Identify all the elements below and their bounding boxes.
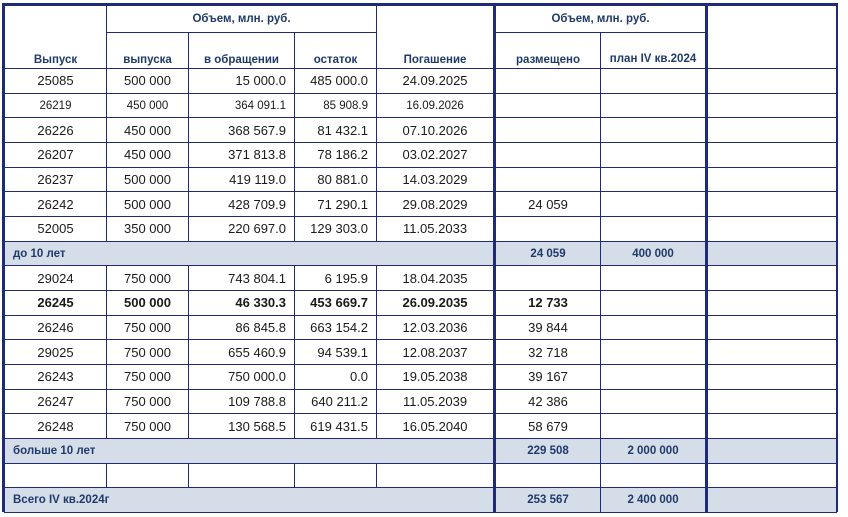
subtotal-over-10-extra: [707, 439, 837, 464]
table-row: [5, 414, 837, 439]
bond-table-frame: [2, 3, 838, 512]
outstanding-cell: 743 804.1: [189, 266, 295, 291]
extra-cell: [707, 118, 837, 143]
extra-cell: [707, 414, 837, 439]
header-maturity: Погашение: [377, 33, 495, 69]
outstanding-cell: 371 813.8: [189, 143, 295, 168]
plan-cell: [601, 266, 707, 291]
total-row-extra: [707, 488, 837, 513]
maturity-cell: 16.05.2040: [377, 414, 495, 439]
remaining-cell: 619 431.5: [295, 414, 377, 439]
subtotal-over-10-label: больше 10 лет: [5, 439, 495, 464]
plan-cell: [601, 217, 707, 242]
placed-cell: 42 386: [495, 389, 601, 414]
outstanding-cell: 419 119.0: [189, 167, 295, 192]
remaining-cell: 94 539.1: [295, 340, 377, 365]
blank-cell: [707, 463, 837, 488]
header-issue: Выпуск: [5, 33, 107, 69]
maturity-cell: 16.09.2026: [377, 93, 495, 118]
remaining-cell: 453 669.7: [295, 291, 377, 316]
maturity-cell: 26.09.2035: [377, 291, 495, 316]
remaining-cell: 663 154.2: [295, 315, 377, 340]
issued-cell: 750 000: [107, 389, 189, 414]
placed-cell: [495, 143, 601, 168]
table-row: [5, 340, 837, 365]
maturity-cell: 12.03.2036: [377, 315, 495, 340]
blank-cell: [295, 463, 377, 488]
blank-cell: [377, 463, 495, 488]
total-row-label: Всего IV кв.2024г: [5, 488, 495, 513]
header-row-top: [5, 6, 837, 33]
remaining-cell: 81 432.1: [295, 118, 377, 143]
issue-cell: 26246: [5, 315, 107, 340]
issued-cell: 750 000: [107, 340, 189, 365]
blank-cell: [189, 463, 295, 488]
issue-cell: 29025: [5, 340, 107, 365]
blank-cell: [107, 463, 189, 488]
outstanding-cell: 46 330.3: [189, 291, 295, 316]
maturity-cell: 14.03.2029: [377, 167, 495, 192]
issued-cell: 500 000: [107, 291, 189, 316]
extra-cell: [707, 315, 837, 340]
outstanding-cell: 109 788.8: [189, 389, 295, 414]
maturity-cell: 07.10.2026: [377, 118, 495, 143]
table-row: [5, 192, 837, 217]
issued-cell: 500 000: [107, 69, 189, 94]
maturity-cell: 12.08.2037: [377, 340, 495, 365]
remaining-cell: 129 303.0: [295, 217, 377, 242]
header-extra: [707, 33, 837, 69]
header-volume-group: Объем, млн. руб.: [107, 6, 377, 33]
issue-cell: 26245: [5, 291, 107, 316]
extra-cell: [707, 266, 837, 291]
maturity-cell: 29.08.2029: [377, 192, 495, 217]
extra-cell: [707, 192, 837, 217]
issue-cell: 26247: [5, 389, 107, 414]
placed-cell: [495, 118, 601, 143]
table-row: [5, 389, 837, 414]
outstanding-cell: 130 568.5: [189, 414, 295, 439]
header-issued: выпуска: [107, 33, 189, 69]
plan-cell: [601, 315, 707, 340]
table-row: [5, 291, 837, 316]
maturity-cell: 24.09.2025: [377, 69, 495, 94]
table-row: [5, 118, 837, 143]
outstanding-cell: 655 460.9: [189, 340, 295, 365]
table-row: [5, 69, 837, 94]
remaining-cell: 485 000.0: [295, 69, 377, 94]
plan-cell: [601, 192, 707, 217]
placed-cell: 32 718: [495, 340, 601, 365]
remaining-cell: 71 290.1: [295, 192, 377, 217]
header-issue-top: [5, 6, 107, 33]
plan-cell: [601, 414, 707, 439]
issue-cell: 26237: [5, 167, 107, 192]
outstanding-cell: 86 845.8: [189, 315, 295, 340]
plan-cell: [601, 340, 707, 365]
issue-cell: 26242: [5, 192, 107, 217]
subtotal-under-10-extra: [707, 241, 837, 266]
issued-cell: 450 000: [107, 118, 189, 143]
plan-cell: [601, 118, 707, 143]
blank-cell: [495, 463, 601, 488]
subtotal-under-10-label: до 10 лет: [5, 241, 495, 266]
extra-cell: [707, 389, 837, 414]
remaining-cell: 6 195.9: [295, 266, 377, 291]
issue-cell: 29024: [5, 266, 107, 291]
blank-cell: [601, 463, 707, 488]
placed-cell: 58 679: [495, 414, 601, 439]
blank-cell: [5, 463, 107, 488]
issue-cell: 25085: [5, 69, 107, 94]
extra-cell: [707, 167, 837, 192]
outstanding-cell: 15 000.0: [189, 69, 295, 94]
placed-cell: 39 844: [495, 315, 601, 340]
outstanding-cell: 428 709.9: [189, 192, 295, 217]
total-row-placed: 253 567: [495, 488, 601, 513]
extra-cell: [707, 217, 837, 242]
plan-cell: [601, 69, 707, 94]
outstanding-cell: 364 091.1: [189, 93, 295, 118]
issue-cell: 26243: [5, 365, 107, 390]
issued-cell: 450 000: [107, 93, 189, 118]
placed-cell: [495, 69, 601, 94]
remaining-cell: 0.0: [295, 365, 377, 390]
placed-cell: [495, 167, 601, 192]
remaining-cell: 640 211.2: [295, 389, 377, 414]
issued-cell: 450 000: [107, 143, 189, 168]
plan-cell: [601, 143, 707, 168]
table-row: [5, 315, 837, 340]
blank-row: [5, 463, 837, 488]
header-volume-group-right: Объем, млн. руб.: [495, 6, 707, 33]
issued-cell: 750 000: [107, 414, 189, 439]
remaining-cell: 80 881.0: [295, 167, 377, 192]
subtotal-under-10: [5, 241, 837, 266]
remaining-cell: 85 908.9: [295, 93, 377, 118]
plan-cell: [601, 365, 707, 390]
remaining-cell: 78 186.2: [295, 143, 377, 168]
plan-cell: [601, 389, 707, 414]
issue-cell: 26219: [5, 93, 107, 118]
total-row-plan: 2 400 000: [601, 488, 707, 513]
extra-cell: [707, 365, 837, 390]
maturity-cell: 11.05.2033: [377, 217, 495, 242]
outstanding-cell: 750 000.0: [189, 365, 295, 390]
placed-cell: 12 733: [495, 291, 601, 316]
placed-cell: [495, 217, 601, 242]
header-row-bottom: [5, 33, 837, 69]
outstanding-cell: 368 567.9: [189, 118, 295, 143]
placed-cell: [495, 266, 601, 291]
plan-cell: [601, 291, 707, 316]
extra-cell: [707, 291, 837, 316]
header-plan: план IV кв.2024: [601, 33, 707, 69]
header-placed: размещено: [495, 33, 601, 69]
bond-table: [4, 5, 837, 513]
issued-cell: 750 000: [107, 365, 189, 390]
outstanding-cell: 220 697.0: [189, 217, 295, 242]
plan-cell: [601, 167, 707, 192]
issue-cell: 26226: [5, 118, 107, 143]
issue-cell: 26248: [5, 414, 107, 439]
subtotal-under-10-placed: 24 059: [495, 241, 601, 266]
placed-cell: 24 059: [495, 192, 601, 217]
placed-cell: 39 167: [495, 365, 601, 390]
header-outstanding: в обращении: [189, 33, 295, 69]
extra-cell: [707, 69, 837, 94]
table-row: [5, 167, 837, 192]
subtotal-over-10: [5, 439, 837, 464]
issue-cell: 26207: [5, 143, 107, 168]
subtotal-under-10-plan: 400 000: [601, 241, 707, 266]
issued-cell: 500 000: [107, 192, 189, 217]
subtotal-over-10-placed: 229 508: [495, 439, 601, 464]
header-maturity-top: [377, 6, 495, 33]
maturity-cell: 11.05.2039: [377, 389, 495, 414]
total-row: [5, 488, 837, 513]
extra-cell: [707, 93, 837, 118]
issued-cell: 500 000: [107, 167, 189, 192]
issue-cell: 52005: [5, 217, 107, 242]
extra-cell: [707, 143, 837, 168]
maturity-cell: 03.02.2027: [377, 143, 495, 168]
table-row: [5, 365, 837, 390]
table-row: [5, 143, 837, 168]
issued-cell: 750 000: [107, 315, 189, 340]
issued-cell: 750 000: [107, 266, 189, 291]
plan-cell: [601, 93, 707, 118]
subtotal-over-10-plan: 2 000 000: [601, 439, 707, 464]
maturity-cell: 19.05.2038: [377, 365, 495, 390]
header-extra-top: [707, 6, 837, 33]
issued-cell: 350 000: [107, 217, 189, 242]
table-row: [5, 217, 837, 242]
maturity-cell: 18.04.2035: [377, 266, 495, 291]
header-remaining: остаток: [295, 33, 377, 69]
placed-cell: [495, 93, 601, 118]
table-row: [5, 266, 837, 291]
extra-cell: [707, 340, 837, 365]
table-row: [5, 93, 837, 118]
